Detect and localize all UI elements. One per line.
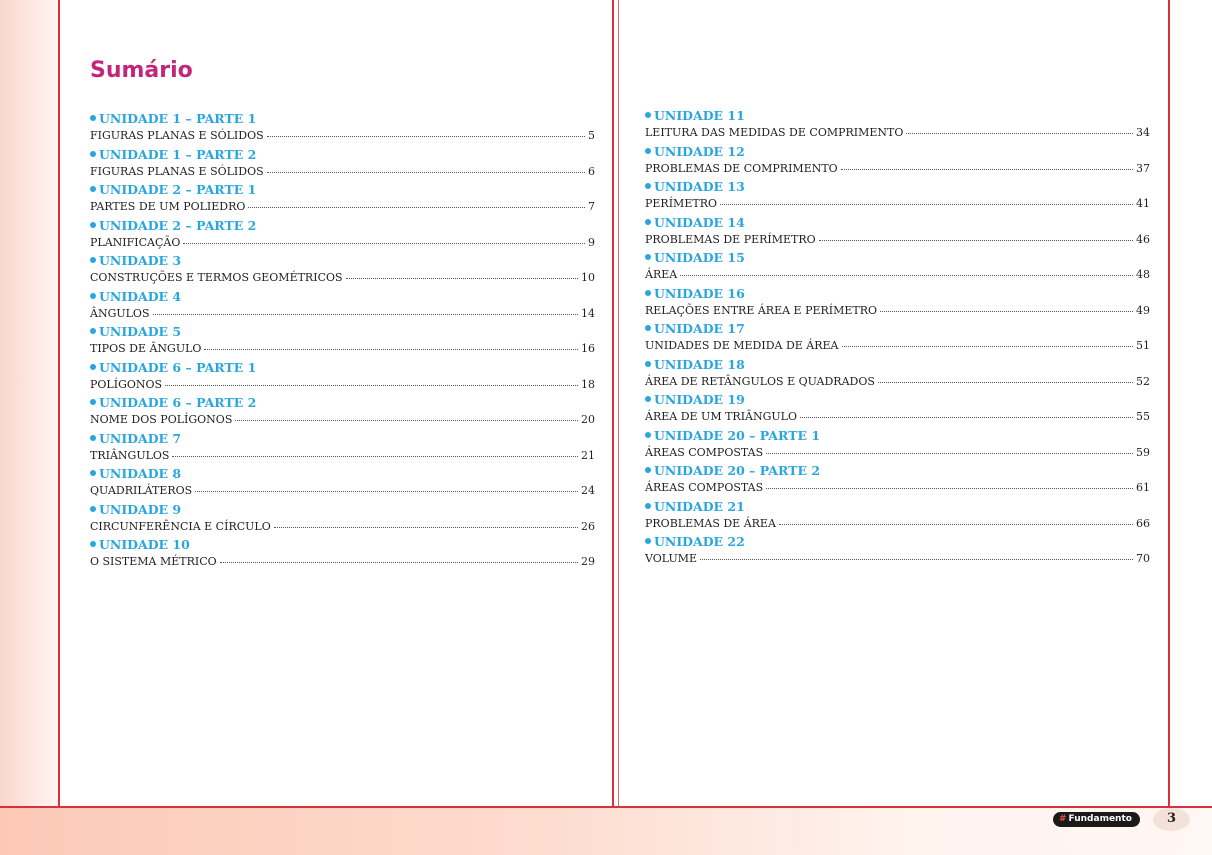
- collection-badge: [1053, 812, 1140, 827]
- bullet-icon: [645, 361, 651, 367]
- dot-leader: [195, 490, 578, 492]
- toc-topic: FIGURAS PLANAS E SÓLIDOS: [90, 129, 264, 142]
- toc-line: [90, 128, 595, 144]
- toc-topic: PROBLEMAS DE PERÍMETRO: [645, 232, 816, 246]
- toc-unit-label: UNIDADE 17: [654, 321, 745, 336]
- toc-page-number: 10: [581, 271, 595, 284]
- toc-entry: [90, 431, 595, 467]
- bullet-icon: [90, 222, 96, 228]
- toc-entry: [645, 144, 1150, 180]
- toc-unit-label: UNIDADE 18: [654, 356, 745, 372]
- toc-unit-heading: [90, 466, 595, 481]
- dot-leader: [235, 419, 578, 421]
- toc-line: [90, 412, 595, 428]
- dot-leader: [841, 168, 1133, 170]
- toc-entry: [90, 289, 595, 325]
- toc-line: [90, 341, 595, 357]
- toc-right-column: [645, 108, 1150, 570]
- toc-unit-heading: [90, 324, 595, 339]
- toc-line: [90, 377, 595, 393]
- bullet-icon: [645, 254, 651, 260]
- toc-unit-heading: [90, 502, 595, 517]
- toc-page-number: 48: [1136, 268, 1150, 281]
- toc-line: [645, 551, 1150, 567]
- toc-topic: TRIÂNGULOS: [90, 448, 170, 462]
- toc-unit-heading: [645, 463, 1150, 478]
- toc-topic: ÁREA DE RETÂNGULOS E QUADRADOS: [645, 374, 875, 388]
- toc-page-number: 55: [1136, 410, 1150, 423]
- toc-topic: VOLUME: [645, 552, 698, 565]
- dot-leader: [906, 132, 1133, 134]
- toc-unit-label: UNIDADE 21: [654, 498, 745, 514]
- toc-unit-heading: [645, 179, 1150, 194]
- toc-line: [90, 235, 595, 251]
- toc-unit-heading: [645, 428, 1150, 443]
- toc-page-number: 70: [1136, 552, 1150, 565]
- dot-leader: [766, 452, 1133, 454]
- dot-leader: [153, 313, 579, 315]
- toc-line: [645, 267, 1150, 283]
- toc-page-number: 20: [581, 413, 595, 426]
- bullet-icon: [645, 432, 651, 438]
- dot-leader: [346, 277, 578, 279]
- dot-leader: [267, 135, 585, 137]
- toc-unit-label: UNIDADE 11: [654, 108, 745, 123]
- dot-leader: [700, 558, 1133, 560]
- bullet-icon: [645, 538, 651, 544]
- toc-topic: RELAÇÕES ENTRE ÁREA E PERÍMETRO: [645, 303, 878, 317]
- toc-unit-label: UNIDADE 7: [99, 430, 182, 446]
- toc-entry: [645, 357, 1150, 393]
- toc-page-number: 51: [1136, 339, 1150, 352]
- toc-line: [645, 196, 1150, 212]
- toc-page-number: 9: [588, 235, 595, 249]
- toc-topic: ÁREAS COMPOSTAS: [645, 445, 764, 459]
- toc-topic: PLANIFICAÇÃO: [90, 235, 181, 249]
- toc-entry: [645, 392, 1150, 428]
- toc-unit-label: UNIDADE 6 – PARTE 2: [99, 395, 257, 410]
- toc-line: [90, 164, 595, 180]
- gutter-border-inner: [618, 0, 619, 808]
- dot-leader: [878, 381, 1133, 383]
- bullet-icon: [645, 467, 651, 473]
- left-page-border: [58, 0, 60, 808]
- toc-entry: [645, 108, 1150, 144]
- toc-unit-heading: [90, 182, 595, 197]
- toc-line: [90, 519, 595, 535]
- toc-entry: [90, 537, 595, 573]
- dot-leader: [183, 242, 585, 244]
- bullet-icon: [90, 257, 96, 263]
- toc-entry: [90, 395, 595, 431]
- bullet-icon: [90, 293, 96, 299]
- toc-line: [645, 161, 1150, 177]
- bullet-icon: [90, 470, 96, 476]
- toc-page-number: 66: [1136, 516, 1150, 530]
- bullet-icon: [90, 115, 96, 121]
- toc-page-number: 24: [581, 484, 595, 497]
- toc-unit-label: UNIDADE 9: [99, 501, 182, 517]
- toc-page-number: 7: [588, 200, 595, 213]
- toc-entry: [645, 321, 1150, 357]
- dot-leader: [204, 348, 578, 350]
- toc-entry: [645, 463, 1150, 499]
- toc-line: [645, 125, 1150, 141]
- left-margin-band: [0, 0, 58, 808]
- toc-unit-heading: [90, 431, 595, 446]
- bullet-icon: [645, 503, 651, 509]
- bullet-icon: [645, 396, 651, 402]
- dot-leader: [800, 416, 1133, 418]
- toc-line: [645, 303, 1150, 319]
- badge-label: Fundamento: [1068, 814, 1132, 824]
- footer-band: [0, 808, 1212, 855]
- bullet-icon: [90, 435, 96, 441]
- toc-entry: [90, 111, 595, 147]
- bullet-icon: [90, 364, 96, 370]
- dot-leader: [274, 526, 578, 528]
- toc-topic: QUADRILÁTEROS: [90, 484, 193, 497]
- dot-leader: [165, 384, 578, 386]
- dot-leader: [248, 206, 585, 208]
- toc-entry: [90, 360, 595, 396]
- toc-line: [645, 480, 1150, 496]
- toc-line: [645, 338, 1150, 354]
- bullet-icon: [90, 328, 96, 334]
- toc-unit-heading: [645, 357, 1150, 372]
- dot-leader: [819, 239, 1133, 241]
- toc-entry: [90, 466, 595, 502]
- toc-unit-label: UNIDADE 2 – PARTE 1: [99, 182, 257, 197]
- toc-unit-label: UNIDADE 20 – PARTE 2: [654, 463, 821, 478]
- toc-unit-label: UNIDADE 6 – PARTE 1: [99, 359, 257, 375]
- toc-topic: PARTES DE UM POLIEDRO: [90, 200, 246, 213]
- toc-entry: [90, 253, 595, 289]
- toc-line: [645, 232, 1150, 248]
- gutter-border: [612, 0, 614, 808]
- toc-unit-heading: [90, 537, 595, 552]
- toc-page-number: 37: [1136, 161, 1150, 175]
- toc-unit-label: UNIDADE 4: [99, 288, 182, 304]
- toc-topic: LEITURA DAS MEDIDAS DE COMPRIMENTO: [645, 126, 904, 139]
- toc-unit-heading: [645, 534, 1150, 549]
- bullet-icon: [90, 399, 96, 405]
- toc-unit-heading: [90, 218, 595, 233]
- toc-topic: ÁREA DE UM TRIÂNGULO: [645, 410, 797, 423]
- toc-unit-label: UNIDADE 22: [654, 534, 745, 549]
- toc-unit-label: UNIDADE 13: [654, 179, 745, 194]
- bullet-icon: [90, 541, 96, 547]
- toc-unit-label: UNIDADE 2 – PARTE 2: [99, 217, 257, 233]
- toc-unit-label: UNIDADE 1 – PARTE 1: [99, 111, 257, 126]
- bullet-icon: [90, 151, 96, 157]
- toc-entry: [645, 499, 1150, 535]
- toc-topic: PROBLEMAS DE COMPRIMENTO: [645, 161, 838, 175]
- bullet-icon: [645, 112, 651, 118]
- bullet-icon: [645, 219, 651, 225]
- toc-topic: CIRCUNFERÊNCIA E CÍRCULO: [90, 519, 271, 533]
- toc-entry: [645, 250, 1150, 286]
- toc-unit-label: UNIDADE 14: [654, 214, 745, 230]
- toc-page-number: 18: [581, 377, 595, 391]
- toc-line: [645, 374, 1150, 390]
- toc-unit-heading: [90, 360, 595, 375]
- dot-leader: [842, 345, 1134, 347]
- toc-topic: ÁREAS COMPOSTAS: [645, 481, 764, 494]
- dot-leader: [267, 171, 585, 173]
- bullet-icon: [645, 325, 651, 331]
- toc-unit-heading: [90, 111, 595, 126]
- toc-line: [90, 199, 595, 215]
- toc-entry: [645, 428, 1150, 464]
- dot-leader: [680, 274, 1133, 276]
- toc-entry: [645, 179, 1150, 215]
- toc-unit-heading: [645, 250, 1150, 265]
- toc-line: [90, 306, 595, 322]
- toc-line: [90, 448, 595, 464]
- toc-unit-label: UNIDADE 15: [654, 250, 745, 265]
- toc-unit-label: UNIDADE 20 – PARTE 1: [654, 427, 821, 443]
- toc-topic: NOME DOS POLÍGONOS: [90, 413, 233, 426]
- toc-unit-heading: [645, 499, 1150, 514]
- toc-entry: [90, 324, 595, 360]
- toc-unit-heading: [90, 395, 595, 410]
- toc-topic: ÁREA: [645, 268, 678, 281]
- toc-page-number: 49: [1136, 303, 1150, 317]
- toc-line: [645, 409, 1150, 425]
- toc-unit-heading: [645, 392, 1150, 407]
- toc-page-number: 52: [1136, 374, 1150, 388]
- right-margin: [1171, 0, 1212, 808]
- toc-topic: PERÍMETRO: [645, 197, 717, 210]
- toc-entry: [90, 182, 595, 218]
- toc-page-number: 14: [581, 306, 595, 320]
- toc-unit-label: UNIDADE 10: [99, 537, 190, 552]
- dot-leader: [220, 561, 578, 563]
- toc-topic: CONSTRUÇÕES E TERMOS GEOMÉTRICOS: [90, 271, 343, 284]
- toc-page-number: 61: [1136, 481, 1150, 494]
- toc-line: [90, 554, 595, 570]
- toc-unit-label: UNIDADE 5: [99, 324, 182, 339]
- toc-page-number: 21: [581, 448, 595, 462]
- toc-topic: FIGURAS PLANAS E SÓLIDOS: [90, 164, 264, 178]
- toc-unit-heading: [645, 215, 1150, 230]
- toc-page-number: 59: [1136, 445, 1150, 459]
- bullet-icon: [645, 290, 651, 296]
- toc-unit-label: UNIDADE 12: [654, 143, 745, 159]
- toc-page-number: 29: [581, 555, 595, 568]
- dot-leader: [766, 487, 1133, 489]
- toc-entry: [90, 147, 595, 183]
- toc-unit-heading: [645, 321, 1150, 336]
- toc-entry: [645, 534, 1150, 570]
- toc-unit-heading: [645, 144, 1150, 159]
- dot-leader: [720, 203, 1133, 205]
- toc-entry: [645, 286, 1150, 322]
- toc-line: [90, 483, 595, 499]
- toc-unit-heading: [645, 108, 1150, 123]
- toc-page-number: 41: [1136, 197, 1150, 210]
- toc-topic: O SISTEMA MÉTRICO: [90, 555, 217, 568]
- toc-line: [645, 516, 1150, 532]
- toc-line: [90, 270, 595, 286]
- toc-line: [645, 445, 1150, 461]
- page-number: 3: [1166, 811, 1177, 826]
- toc-topic: ÂNGULOS: [90, 306, 150, 320]
- toc-topic: UNIDADES DE MEDIDA DE ÁREA: [645, 339, 839, 352]
- toc-unit-label: UNIDADE 16: [654, 285, 745, 301]
- bullet-icon: [90, 186, 96, 192]
- toc-page-number: 5: [588, 129, 595, 142]
- toc-unit-label: UNIDADE 19: [654, 392, 745, 407]
- bullet-icon: [645, 183, 651, 189]
- bullet-icon: [645, 148, 651, 154]
- toc-entry: [90, 502, 595, 538]
- badge-hash: #: [1059, 814, 1067, 824]
- toc-page-number: 6: [588, 164, 595, 178]
- toc-page-number: 34: [1136, 126, 1150, 139]
- page-title: Sumário: [90, 58, 193, 83]
- toc-unit-heading: [90, 147, 595, 162]
- page-number-oval: [1153, 808, 1190, 831]
- toc-topic: TIPOS DE ÂNGULO: [90, 342, 202, 355]
- toc-entry: [645, 215, 1150, 251]
- toc-page-number: 16: [581, 342, 595, 355]
- toc-unit-heading: [90, 253, 595, 268]
- toc-unit-label: UNIDADE 3: [99, 253, 182, 268]
- toc-left-column: [90, 111, 595, 573]
- dot-leader: [880, 310, 1133, 312]
- dot-leader: [779, 523, 1133, 525]
- toc-page-number: 46: [1136, 232, 1150, 246]
- toc-unit-heading: [645, 286, 1150, 301]
- toc-unit-label: UNIDADE 8: [99, 466, 182, 481]
- toc-topic: PROBLEMAS DE ÁREA: [645, 516, 776, 530]
- toc-unit-heading: [90, 289, 595, 304]
- bullet-icon: [90, 506, 96, 512]
- toc-topic: POLÍGONOS: [90, 377, 163, 391]
- toc-entry: [90, 218, 595, 254]
- dot-leader: [172, 455, 578, 457]
- toc-unit-label: UNIDADE 1 – PARTE 2: [99, 146, 257, 162]
- toc-page-number: 26: [581, 519, 595, 533]
- right-page-border: [1168, 0, 1170, 808]
